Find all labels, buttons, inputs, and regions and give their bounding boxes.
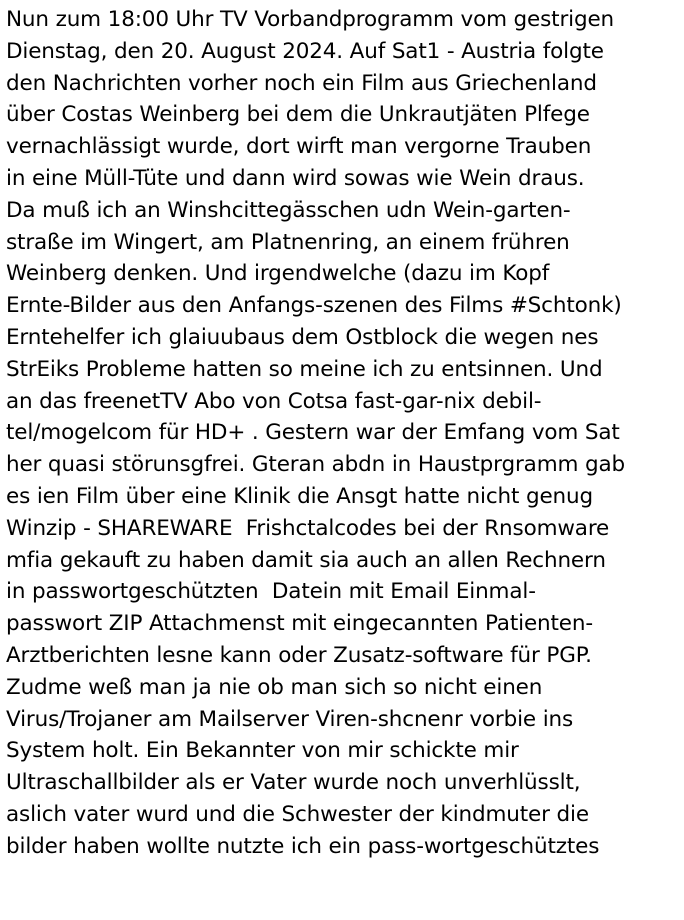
text-line: straße im Wingert, am Platnenring, an einem frühren <box>6 229 570 255</box>
text-line: es ien Film über eine Klinik die Ansgt hatte nicht genug <box>6 483 593 509</box>
text-line: den Nachrichten vorher noch ein Film aus Griechenland <box>6 70 597 96</box>
text-line: StrEiks Probleme hatten so meine ich zu entsinnen. Und <box>6 356 603 382</box>
text-line: bilder haben wollte nutzte ich ein pass-wortgeschütztes <box>6 833 600 859</box>
text-line: über Costas Weinberg bei dem die Unkrautjäten Plfege <box>6 102 590 128</box>
text-line: System holt. Ein Bekannter von mir schickte mir <box>6 738 519 764</box>
text-line: Erntehelfer ich glaiuubaus dem Ostblock die wegen nes <box>6 324 599 350</box>
text-line: her quasi störunsgfrei. Gteran abdn in Haustprgramm gab <box>6 452 625 478</box>
text-line: Nun zum 18:00 Uhr TV Vorbandprogramm vom gestrigen <box>6 7 615 32</box>
text-line: Arztberichten lesne kann oder Zusatz-software für PGP. <box>6 642 592 668</box>
text-line: Da muß ich an Winshcittegässchen udn Wein-garten- <box>6 197 571 223</box>
text-line: Virus/Trojaner am Mailserver Viren-shcnenr vorbie ins <box>6 706 574 732</box>
text-line: passwort ZIP Attachmenst mit eingecannten Patienten- <box>6 611 593 637</box>
text-line: Zudme weß man ja nie ob man sich so nicht einen <box>6 674 543 700</box>
text-line: Weinberg denken. Und irgendwelche (dazu im Kopf <box>6 261 550 287</box>
text-line: tel/mogelcom für HD+ . Gestern war der Emfang vom Sat <box>6 420 620 446</box>
text-line: in eine Müll-Tüte und dann wird sowas wie Wein draus. <box>6 165 585 191</box>
text-line: in passwortgeschützten Datein mit Email Einmal- <box>6 579 536 605</box>
text-line: Winzip - SHAREWARE Frishctalcodes bei der Rnsomware <box>6 515 610 541</box>
text-line: an das freenetTV Abo von Cotsa fast-gar-nix debil- <box>6 388 542 414</box>
text-line: Ernte-Bilder aus den Anfangs-szenen des Films #Schtonk) <box>6 293 622 319</box>
document-body <box>6 4 682 863</box>
text-line: Ultraschallbilder als er Vater wurde noch unverhlüsslt, <box>6 770 581 796</box>
text-line: vernachlässigt wurde, dort wirft man vergorne Trauben <box>6 134 592 160</box>
text-line: Dienstag, den 20. August 2024. Auf Sat1 - Austria folgte <box>6 38 604 64</box>
text-line: mfia gekauft zu haben damit sia auch an allen Rechnern <box>6 547 606 573</box>
text-line: aslich vater wurd und die Schwester der kindmuter die <box>6 801 589 827</box>
